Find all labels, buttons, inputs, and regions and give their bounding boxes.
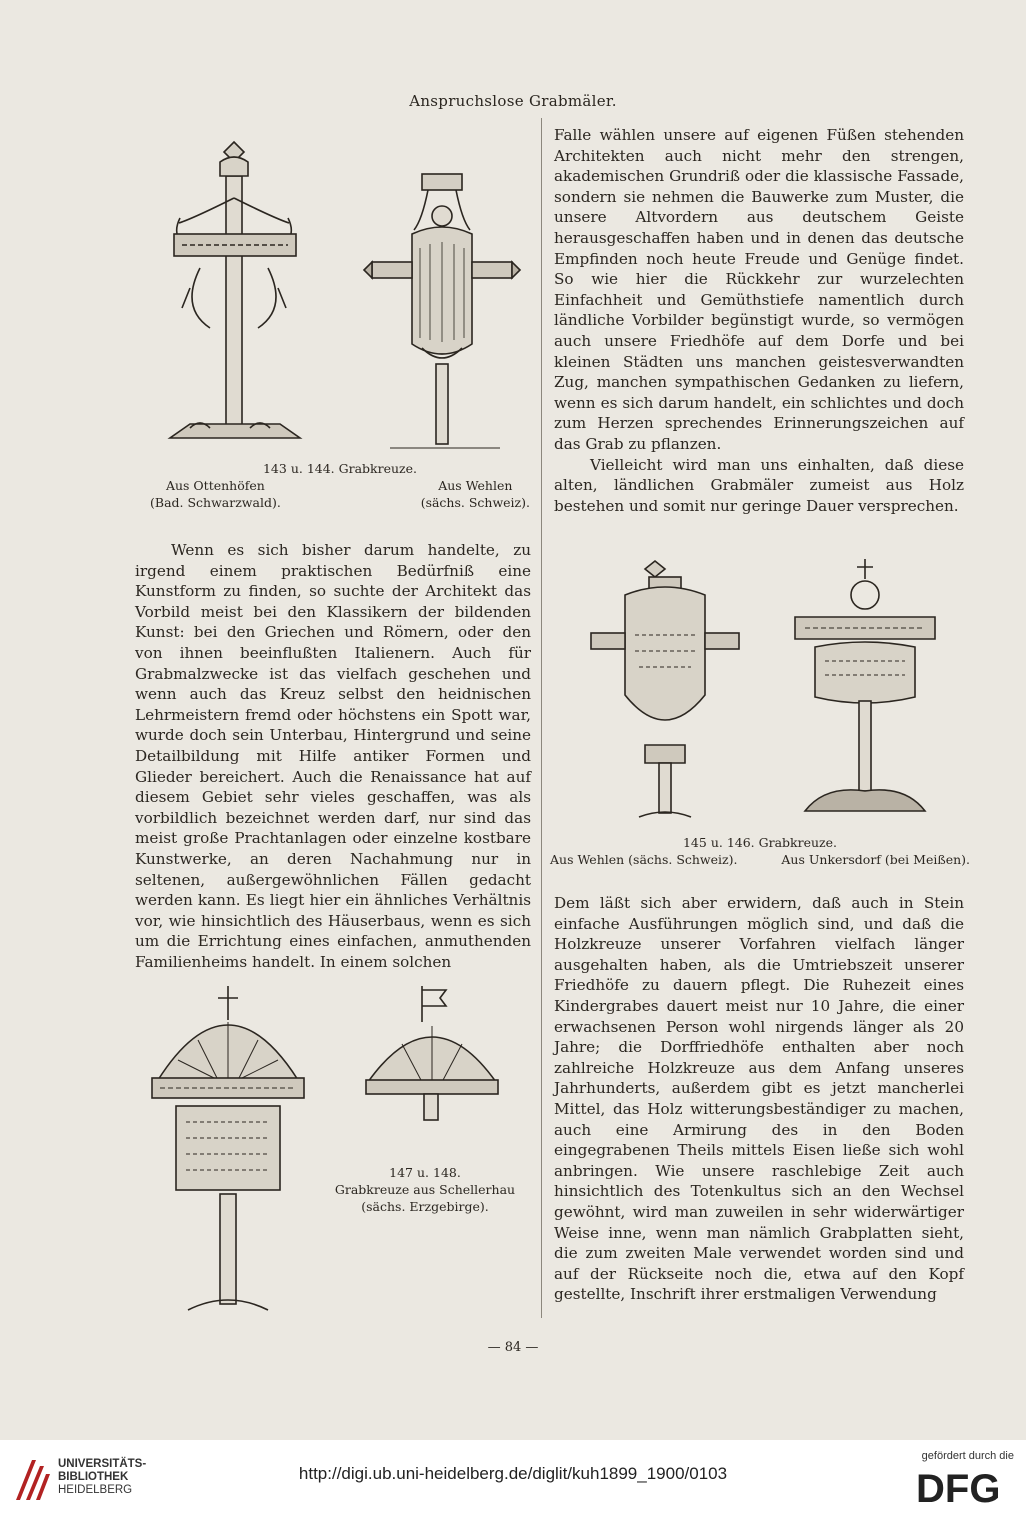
caption-left-source-region: (Bad. Schwarzwald). bbox=[150, 495, 281, 510]
figure-148-grave-cross-schellerhau bbox=[362, 982, 502, 1122]
caption-right-source-place: Aus Wehlen bbox=[438, 478, 513, 493]
caption-right-source: Aus Unkersdorf (bei Meißen). bbox=[781, 852, 970, 867]
figure-146-grave-cross-unkersdorf bbox=[785, 555, 945, 825]
figure-145-grave-cross-wehlen bbox=[585, 555, 745, 825]
figure-143-grave-cross-ottenhoefen bbox=[160, 138, 310, 458]
text-column-left bbox=[135, 540, 531, 972]
column-rule bbox=[541, 118, 542, 1318]
running-title: Anspruchslose Grabmäler. bbox=[409, 92, 617, 110]
page-number: — 84 — bbox=[487, 1340, 539, 1355]
caption-figures-143-144 bbox=[150, 460, 530, 511]
paragraph: Vielleicht wird man uns einhalten, daß diese alten, ländlichen Grabmäler zumeist aus Holz bestehen und somit nur geringe Dauer versprechen. bbox=[554, 455, 964, 515]
paragraph: Dem läßt sich aber erwidern, daß auch in Stein einfache Ausführungen möglich sind, und daß die Holzkreuze unserer Vorfahren vielfach länger ausgehalten haben, als die Umtriebszeit unserer Friedhöfe zu dauern pflegt. Die Ruhezeit eines Kindergrabes dauert meist nur 10 Jahre, die einer erwachsenen Person wohl nirgends länger als 20 Jahre; die Dorffriedhöfe enthalten aber noch zahlreiche Holzkreuze aus dem Anfang unseres Jahrhunderts, außerdem gibt es jetzt mancherlei Mittel, das Holz witterungsbeständiger zu machen, auch eine Armirung des in den Boden eingegrabenen Theils mittels Eisen ließe sich wohl anbringen. Wie unsere raschlebige Zeit auch hinsichtlich des Totenkultus sich an den Wechsel gewöhnt, wird man zuweilen in sehr widerwärtiger Weise inne, wenn man nämlich Grabplatten sieht, die zum zweiten Male verwendet worden sind und auf der Rückseite noch die, etwa auf den Kopf gestellte, Inschrift ihrer erstmaligen Verwendung bbox=[554, 894, 964, 1304]
university-name-line: UNIVERSITÄTS- bbox=[58, 1458, 147, 1470]
caption-region-line: (sächs. Erzgebirge). bbox=[361, 1199, 489, 1214]
figure-147-grave-cross-schellerhau bbox=[148, 982, 308, 1322]
caption-number-line: 145 u. 146. Grabkreuze. bbox=[682, 835, 837, 850]
figure-144-grave-cross-wehlen bbox=[360, 168, 530, 458]
caption-number-line: 147 u. 148. bbox=[389, 1165, 461, 1180]
source-url[interactable]: http://digi.ub.uni-heidelberg.de/diglit/kuh1899_1900/0103 bbox=[298, 1464, 728, 1483]
caption-left-source: Aus Wehlen (sächs. Schweiz). bbox=[550, 852, 738, 867]
university-name-line: BIBLIOTHEK bbox=[58, 1471, 129, 1483]
text-column-right-top bbox=[554, 125, 964, 516]
paragraph: Falle wählen unsere auf eigenen Füßen stehenden Architekten auch nicht mehr den strengen, akademischen Grundriß oder die klassische Fassade, sondern sie nehmen die Bauwerke zum Muster, die unsere Altvordern aus deutschem Geiste herausgeschaffen haben und in denen das deutsche Empfinden noch heute Freude und Genüge findet. So wie hier die Rückkehr zur wurzelechten Einfachheit und Gemüthstiefe namentlich durch ländliche Vorbilder begünstigt wurde, so vermögen auch unsere Friedhöfe auf dem Dorfe und bei kleinen Städten uns manchen geistesverwandten Zug, manchen sympathischen Gedanken zu liefern, wenn es sich darum handelt, ein schlichtes und doch zum Herzen sprechendes Erinnerungszeichen auf das Grab zu pflanzen. bbox=[554, 126, 964, 453]
caption-figures-145-146 bbox=[550, 834, 970, 868]
caption-figures-147-148 bbox=[325, 1164, 525, 1215]
paragraph: Wenn es sich bisher darum handelte, zu irgend einem praktischen Bedürfniß eine Kunstform zu finden, so suchte der Architekt das Vorbild meist bei den Klassikern der bildenden Kunst: bei den Griechen und Römern, oder den von ihnen beeinflußten Italienern. Auch für Grabmalzwecke ist das vielfach geschehen und wenn auch das Kreuz selbst den heidnischen Lehrmeistern fremd oder höchstens ein Spott war, wurde doch sein Unterbau, Hintergrund und seine Detailbildung mit Hilfe antiker Formen und Glieder bereichert. Auch die Renaissance hat auf diesem Gebiet sehr vieles geschaffen, was als vorbildlich bezeichnet werden darf, nur sind das meist große Prachtanlagen oder einzelne kostbare Kunstwerke, an deren Nachahmung nur in seltenen, außergewöhnlichen Fällen gedacht werden kann. Es liegt hier ein ähnliches Verhältnis vor, wie hinsichtlich des Häuserbaus, wenn es sich um die Errichtung eines einfachen, anmuthenden Familienheims handelt. In einem solchen bbox=[135, 541, 531, 971]
caption-number-line: 143 u. 144. Grabkreuze. bbox=[262, 461, 417, 476]
viewer-footer bbox=[0, 1440, 1026, 1518]
funder-label: gefördert durch die bbox=[921, 1450, 1014, 1462]
dfg-logo-icon bbox=[916, 1466, 1012, 1511]
text-column-right-bottom bbox=[554, 893, 964, 1305]
funder-name: DFG bbox=[916, 1467, 1001, 1506]
caption-title-line: Grabkreuze aus Schellerhau bbox=[334, 1182, 516, 1197]
university-name-line: HEIDELBERG bbox=[58, 1484, 133, 1496]
caption-left-source-place: Aus Ottenhöfen bbox=[165, 478, 265, 493]
caption-right-source-region: (sächs. Schweiz). bbox=[420, 495, 530, 510]
